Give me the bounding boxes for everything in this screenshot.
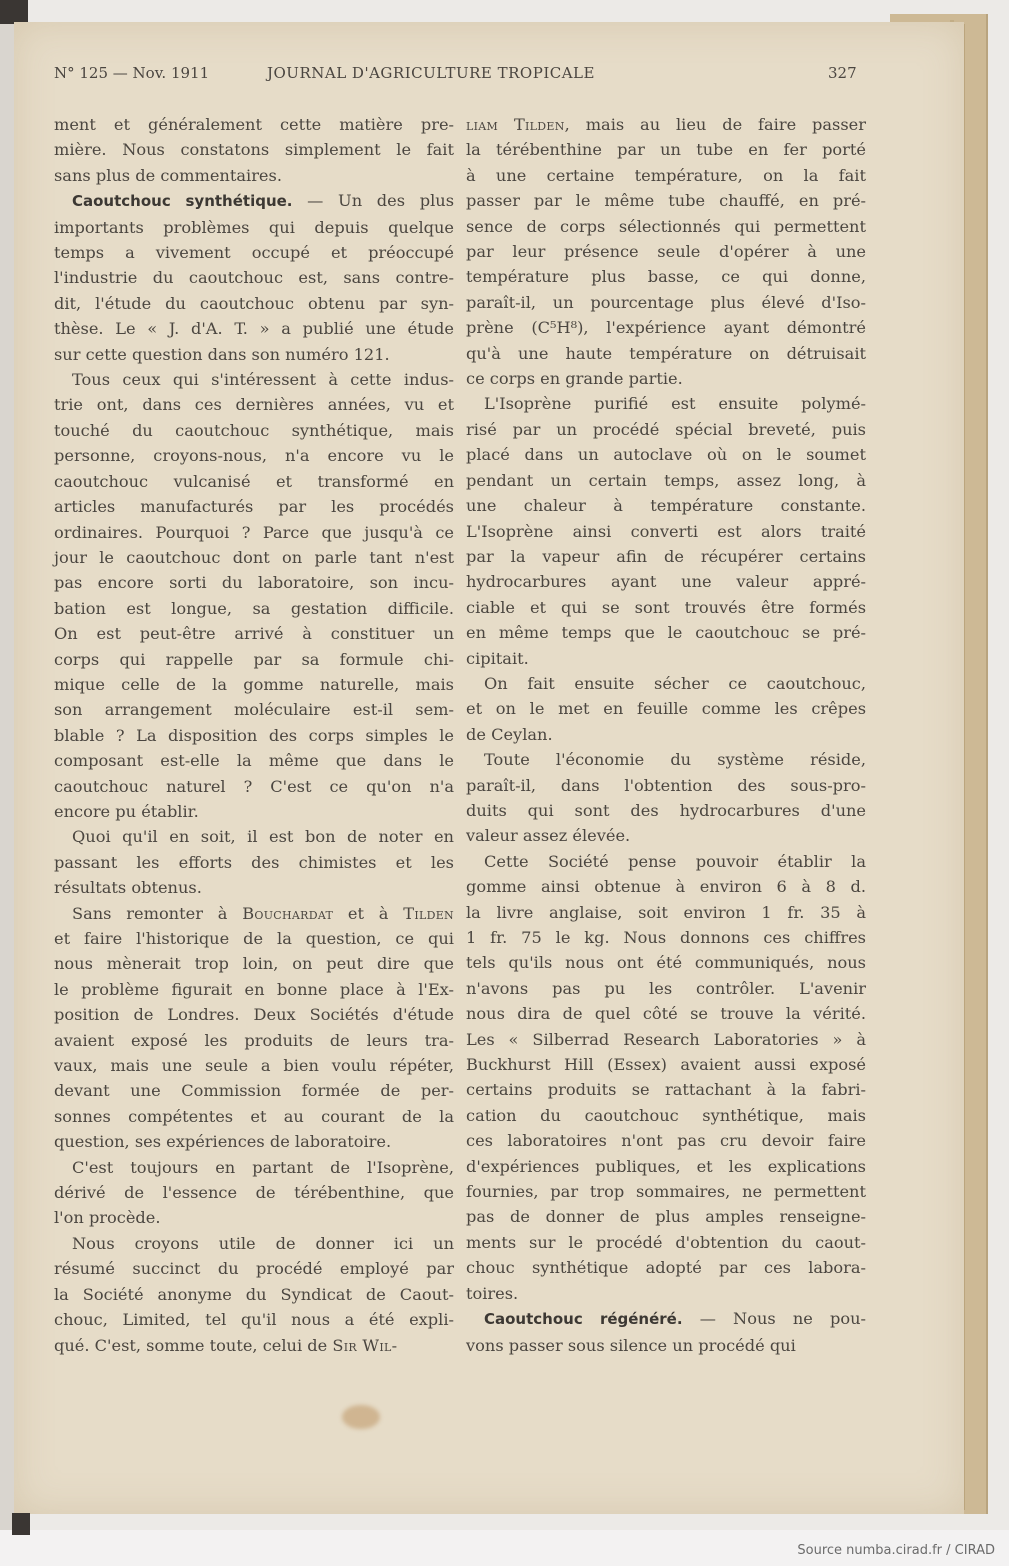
line-text: et on le met en feuille comme les crêpes — [466, 699, 866, 719]
text-line — [54, 621, 454, 646]
line-text: sans plus de commentaires. — [54, 165, 282, 185]
text-line — [54, 342, 454, 367]
text-line — [54, 443, 454, 468]
text-line — [54, 520, 454, 545]
line-text: tels qu'ils nous ont été communiqués, nous — [466, 953, 866, 973]
text-line — [54, 112, 454, 137]
text-line — [54, 1129, 454, 1154]
line-text: 1 fr. 75 le kg. Nous donnons ces chiffres — [466, 928, 866, 947]
line-text: toires. — [466, 1283, 519, 1303]
text-line — [466, 214, 866, 239]
line-text: — Un des plus — [292, 191, 454, 211]
text-line — [466, 1333, 866, 1358]
line-text: paraît-il, un pourcentage plus élevé d'Iso- — [466, 292, 866, 312]
scanner-left-edge — [0, 0, 14, 1530]
paragraph — [54, 901, 454, 1155]
line-text: à une certaine température, on la fait — [466, 165, 866, 185]
line-text: l'industrie du caoutchouc est, sans contre- — [54, 268, 454, 288]
text-line — [466, 646, 866, 671]
line-text: pas de donner de plus amples renseigne- — [466, 1207, 866, 1227]
line-text: la Société anonyme du Syndicat de Caout- — [54, 1284, 454, 1304]
line-text: l'on procède. — [54, 1208, 161, 1228]
text-line — [466, 620, 866, 645]
line-text: valeur assez élevée. — [466, 826, 631, 846]
text-line — [54, 1078, 454, 1103]
text-line — [466, 595, 866, 620]
line-text: devant une Commission formée de per- — [54, 1081, 454, 1101]
text-line — [466, 1281, 866, 1306]
page-number: 327 — [828, 64, 857, 82]
binding-corner-bottom — [12, 1513, 30, 1535]
text-line — [54, 723, 454, 748]
line-text: par la vapeur afin de récupérer certains — [466, 546, 866, 566]
small-caps-name: Tilden — [513, 115, 565, 134]
text-line — [54, 926, 454, 951]
section-heading: Caoutchouc régénéré. — [484, 1310, 683, 1329]
line-text: encore pu établir. — [54, 801, 199, 821]
line-text: sence de corps sélectionnés qui permettent — [466, 216, 866, 236]
line-text: sonnes compétentes et au courant de la — [54, 1106, 454, 1126]
text-line — [466, 747, 866, 772]
text-line — [466, 366, 866, 391]
small-caps-name: Bouchardat — [242, 903, 334, 923]
text-line — [466, 798, 866, 823]
text-line — [54, 163, 454, 188]
text-line — [466, 417, 866, 442]
text-line — [466, 1128, 866, 1153]
left-column — [54, 112, 454, 1358]
text-line — [54, 1104, 454, 1129]
text-line — [466, 188, 866, 213]
text-line — [54, 570, 454, 595]
text-line — [54, 951, 454, 976]
text-line — [466, 468, 866, 493]
line-text: et faire l'historique de la question, ce qui — [54, 929, 454, 948]
binding-corner-top — [0, 0, 28, 24]
section-heading: Caoutchouc synthétique. — [72, 192, 293, 211]
line-text: cipitait. — [466, 648, 529, 668]
text-line — [54, 774, 454, 799]
small-caps-name: Sir Wil- — [332, 1335, 398, 1355]
text-line — [466, 519, 866, 544]
line-text: mière. Nous constatons simplement le fait — [54, 140, 454, 160]
text-line — [54, 799, 454, 824]
text-line — [54, 977, 454, 1002]
line-text: ce corps en grande partie. — [466, 369, 683, 389]
line-text: position de Londres. Deux Sociétés d'étude — [54, 1005, 454, 1025]
text-line — [466, 696, 866, 721]
text-line — [466, 849, 866, 874]
running-head — [0, 64, 1009, 88]
text-line — [54, 137, 454, 162]
text-line — [54, 1002, 454, 1027]
text-line — [54, 697, 454, 722]
line-text: nous mènerait trop loin, on peut dire que — [54, 954, 454, 974]
line-text: gomme ainsi obtenue à environ 6 à 8 d. — [466, 877, 866, 897]
line-text: thèse. Le « J. d'A. T. » a publié une étude — [54, 319, 454, 339]
line-text: pendant un certain temps, assez long, à — [466, 470, 866, 490]
issue-date: N° 125 — Nov. 1911 — [54, 64, 210, 82]
right-column — [466, 112, 866, 1358]
line-text: Toute l'économie du système réside, — [484, 750, 866, 770]
text-line — [54, 901, 454, 926]
text-line — [54, 291, 454, 316]
text-line — [466, 391, 866, 416]
paper-stain — [342, 1405, 380, 1429]
text-line — [54, 1282, 454, 1307]
paragraph — [54, 1231, 454, 1358]
paragraph — [54, 112, 454, 188]
line-text: fournies, par trop sommaires, ne permettent — [466, 1182, 866, 1202]
paragraph — [54, 188, 454, 367]
text-line — [466, 290, 866, 315]
text-line — [54, 748, 454, 773]
line-text: Cette Société pense pouvoir établir la — [484, 851, 866, 871]
text-line — [54, 1180, 454, 1205]
line-text: trie ont, dans ces dernières années, vu et — [54, 395, 454, 415]
paragraph — [466, 1306, 866, 1358]
line-text: — Nous ne pou- — [682, 1309, 866, 1329]
line-text: ment et généralement cette matière pre- — [54, 115, 454, 134]
text-line — [54, 1028, 454, 1053]
line-text: Buckhurst Hill (Essex) avaient aussi exposé — [466, 1055, 866, 1075]
line-text: dérivé de l'essence de térébenthine, que — [54, 1183, 454, 1203]
text-line — [54, 265, 454, 290]
line-text: risé par un procédé spécial breveté, puis — [466, 419, 866, 439]
text-line — [466, 1103, 866, 1128]
text-line — [466, 1001, 866, 1026]
line-text: jour le caoutchouc dont on parle tant n'est — [54, 547, 454, 567]
line-text: qué. C'est, somme toute, celui de Sir Wil- — [54, 1335, 398, 1355]
text-line — [466, 1052, 866, 1077]
text-line — [466, 1204, 866, 1229]
small-caps-name: Tilden — [403, 903, 454, 923]
text-line — [466, 976, 866, 1001]
line-text: caoutchouc vulcanisé et transformé en — [54, 471, 454, 491]
line-text: C'est toujours en partant de l'Isoprène, — [72, 1157, 454, 1177]
text-line — [54, 418, 454, 443]
line-text: le problème figurait en bonne place à l'Ex- — [54, 979, 454, 999]
line-text: avaient exposé les produits de leurs tra- — [54, 1030, 454, 1050]
line-text: temps a vivement occupé et préoccupé — [54, 243, 454, 263]
line-text: passant les efforts des chimistes et les — [54, 852, 454, 872]
text-line — [466, 544, 866, 569]
text-line — [54, 824, 454, 849]
text-line — [54, 215, 454, 240]
text-line — [466, 925, 866, 950]
text-line — [466, 163, 866, 188]
line-text: question, ses expériences de laboratoire. — [54, 1132, 392, 1152]
text-line — [466, 1027, 866, 1052]
line-text: la térébenthine par un tube en fer porté — [466, 140, 866, 160]
line-text: pas encore sorti du laboratoire, son incu- — [54, 573, 454, 593]
text-line — [54, 240, 454, 265]
line-text: prène (C⁵H⁸), l'expérience ayant démontré — [466, 318, 866, 338]
paragraph — [466, 747, 866, 849]
text-line — [54, 875, 454, 900]
paragraph — [54, 367, 454, 824]
text-line — [466, 823, 866, 848]
line-text: ments sur le procédé d'obtention du caout- — [466, 1232, 866, 1252]
line-text: bation est longue, sa gestation difficile. — [54, 598, 454, 618]
line-text: composant est-elle la même que dans le — [54, 751, 454, 771]
text-line — [54, 596, 454, 621]
text-line — [466, 569, 866, 594]
text-line — [54, 392, 454, 417]
line-text: résumé succinct du procédé employé par — [54, 1259, 454, 1279]
text-line — [466, 1077, 866, 1102]
line-text: de Ceylan. — [466, 724, 553, 744]
text-line — [54, 1333, 454, 1358]
paragraph — [54, 824, 454, 900]
text-line — [54, 672, 454, 697]
line-text: corps qui rappelle par sa formule chi- — [54, 649, 454, 669]
line-text: son arrangement moléculaire est-il sem- — [54, 700, 454, 720]
text-line — [466, 239, 866, 264]
line-text: température plus basse, ce qui donne, — [466, 267, 866, 287]
line-text: la livre anglaise, soit environ 1 fr. 35 à — [466, 902, 866, 922]
text-line — [466, 1179, 866, 1204]
text-line — [54, 494, 454, 519]
text-line — [466, 264, 866, 289]
line-text: passer par le même tube chauffé, en pré- — [466, 191, 866, 211]
line-text: en même temps que le caoutchouc se pré- — [466, 623, 866, 643]
line-text: d'expériences publiques, et les explications — [466, 1156, 866, 1176]
text-line — [466, 900, 866, 925]
text-line — [54, 1053, 454, 1078]
text-line — [466, 1255, 866, 1280]
text-line — [466, 1230, 866, 1255]
line-text: dit, l'étude du caoutchouc obtenu par syn- — [54, 293, 454, 313]
line-text: L'Isoprène ainsi converti est alors traité — [466, 521, 866, 541]
line-text: certains produits se rattachant à la fabri- — [466, 1080, 866, 1100]
text-line — [466, 722, 866, 747]
text-line — [466, 442, 866, 467]
text-line — [54, 647, 454, 672]
line-text: importants problèmes qui depuis quelque — [54, 217, 454, 237]
line-text: placé dans un autoclave où on le soumet — [466, 445, 866, 465]
line-text: L'Isoprène purifié est ensuite polymé- — [484, 394, 866, 414]
paragraph — [466, 671, 866, 747]
line-text: n'avons pas pu les contrôler. L'avenir — [466, 978, 866, 998]
text-line — [466, 671, 866, 696]
line-text: On est peut-être arrivé à constituer un — [54, 624, 454, 644]
text-line — [466, 137, 866, 162]
text-line — [54, 1256, 454, 1281]
text-line — [466, 315, 866, 340]
line-text: Les « Silberrad Research Laboratories » à — [466, 1029, 866, 1049]
line-text: Nous croyons utile de donner ici un — [72, 1233, 454, 1253]
paragraph — [466, 391, 866, 670]
paragraph — [466, 849, 866, 1306]
journal-title: JOURNAL D'AGRICULTURE TROPICALE — [267, 64, 595, 82]
line-text: liam Tilden, mais au lieu de faire passer — [466, 115, 866, 134]
line-text: Tous ceux qui s'intéressent à cette indus- — [72, 370, 454, 390]
paragraph — [54, 1155, 454, 1231]
text-line — [466, 1306, 866, 1332]
line-text: caoutchouc naturel ? C'est ce qu'on n'a — [54, 776, 454, 796]
line-text: qu'à une haute température on détruisait — [466, 343, 866, 363]
line-text: nous dira de quel côté se trouve la vérité. — [466, 1004, 866, 1024]
text-line — [466, 874, 866, 899]
line-text: ciable et qui se sont trouvés être formés — [466, 597, 866, 617]
line-text: vons passer sous silence un procédé qui — [466, 1335, 796, 1355]
text-line — [466, 112, 866, 137]
text-line — [466, 773, 866, 798]
line-text: paraît-il, dans l'obtention des sous-pro- — [466, 775, 866, 795]
text-line — [54, 850, 454, 875]
line-text: chouc synthétique adopté par ces labora- — [466, 1258, 866, 1278]
text-line — [466, 493, 866, 518]
text-line — [54, 469, 454, 494]
line-text: Quoi qu'il en soit, il est bon de noter en — [72, 827, 454, 847]
line-text: chouc, Limited, tel qu'il nous a été expli- — [54, 1310, 454, 1330]
line-text: ces laboratoires n'ont pas cru devoir faire — [466, 1131, 866, 1151]
line-text: mique celle de la gomme naturelle, mais — [54, 674, 454, 694]
line-text: hydrocarbures ayant une valeur appré- — [466, 572, 866, 592]
line-text: sur cette question dans son numéro 121. — [54, 344, 390, 364]
line-text: blable ? La disposition des corps simples le — [54, 725, 454, 745]
line-text: On fait ensuite sécher ce caoutchouc, — [484, 673, 866, 693]
text-line — [54, 367, 454, 392]
text-line — [54, 316, 454, 341]
line-text: ordinaires. Pourquoi ? Parce que jusqu'à ce — [54, 522, 454, 542]
line-text: résultats obtenus. — [54, 878, 202, 898]
text-line — [466, 1154, 866, 1179]
line-text: duits qui sont des hydrocarbures d'une — [466, 800, 866, 820]
source-credit: Source numba.cirad.fr / CIRAD — [797, 1543, 995, 1558]
line-text: touché du caoutchouc synthétique, mais — [54, 420, 454, 440]
text-line — [466, 341, 866, 366]
text-line — [54, 1307, 454, 1332]
small-caps-name: liam — [466, 115, 499, 134]
line-text: par leur présence seule d'opérer à une — [466, 242, 866, 262]
line-text: Sans remonter à Bouchardat et à Tilden — [72, 903, 454, 923]
text-line — [54, 1205, 454, 1230]
line-text: vaux, mais une seule a bien voulu répéter, — [54, 1056, 454, 1076]
text-line — [54, 545, 454, 570]
paragraph — [466, 112, 866, 391]
text-line — [54, 1155, 454, 1180]
text-line — [466, 950, 866, 975]
text-line — [54, 188, 454, 214]
text-line — [54, 1231, 454, 1256]
line-text: cation du caoutchouc synthétique, mais — [466, 1105, 866, 1125]
line-text: articles manufacturés par les procédés — [54, 497, 454, 517]
line-text: une chaleur à température constante. — [466, 496, 866, 516]
line-text: personne, croyons-nous, n'a encore vu le — [54, 446, 454, 466]
